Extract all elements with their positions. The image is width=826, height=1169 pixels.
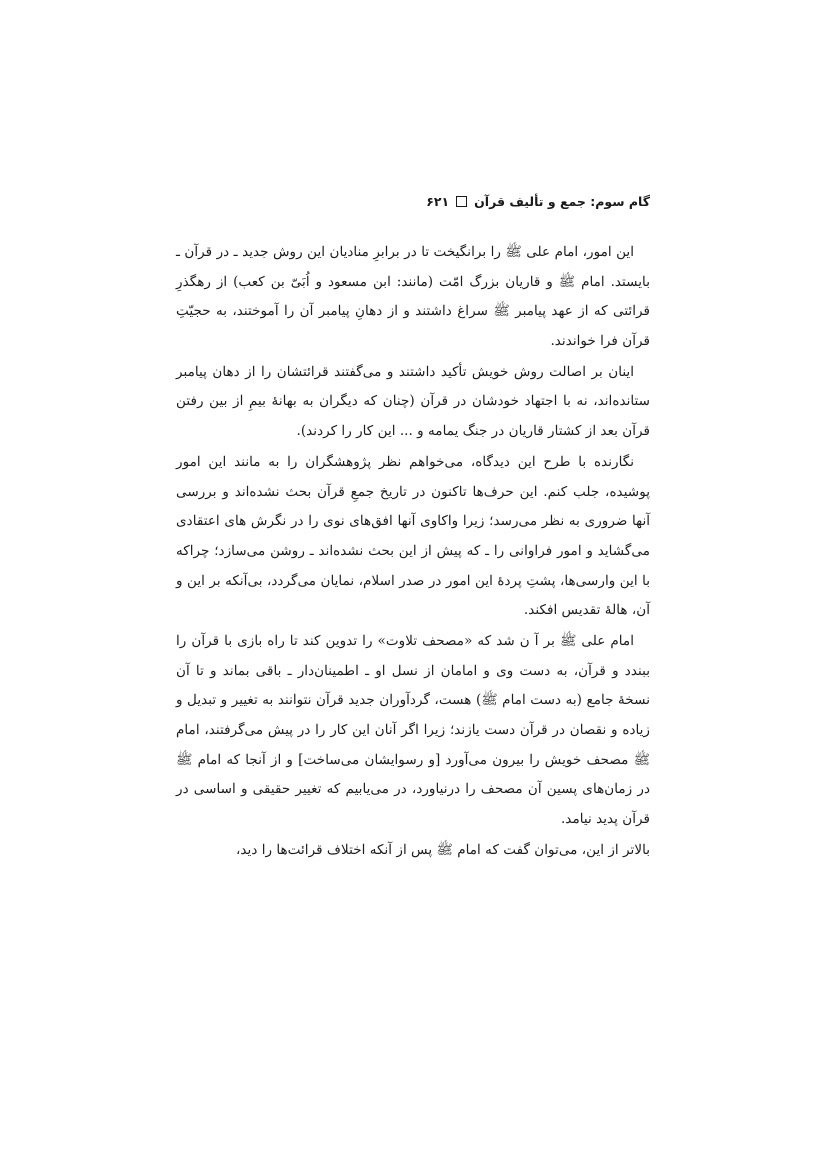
paragraph: نگارنده با طرح این دیدگاه، می‌خواهم نظر پژوهشگران را به مانند این امور پوشیده، جلب کنم. این حرف‌ها تاکنون در تاریخ جمعِ قرآن بحث نشده‌اند و بررسی آنها ضروری به نظر می‌رسد؛ زیرا واکاوی آنها افق‌های نوی را در نگرش های اعتقادی می‌گشاید و امور فراوانی را ـ که پیش از این بحث نشده‌اند ـ روشن می‌سازد؛ چراکه با این وارسی‌ها، پشتِ پردهٔ این امور در صدر اسلام، نمایان می‌گردد، بی‌آنکه بر این و آن، هالهٔ تقدیس افکند. (176, 454, 651, 619)
body-text (176, 238, 650, 867)
chapter-title: گام سوم: جمع و تألیف قرآن (474, 194, 650, 209)
paragraph: بالاتر از این، می‌توان گفت که امام ﷺ پس از آنکه اختلاف قرائت‌ها را دید، (236, 841, 650, 858)
paragraph: اینان بر اصالت روش خویش تأکید داشتند و می‌گفتند قرائتشان را از دهان پیامبر ستانده‌اند، نه با اجتهاد خودشان در قرآن (چنان که دیگران به بهانهٔ بیمِ از بین رفتن قرآن بعد از کشتار قاریان در جنگ یمامه و ... این کار را کردند). (176, 363, 650, 440)
square-bullet-icon (456, 196, 467, 207)
paragraph: این امور، امام علی ﷺ را برانگیخت تا در برابرِ منادیان این روش جدید ـ در قرآن ـ بایستد. امام ﷺ و قاریان بزرگ امّت (مانند: ابن مسعود و اُبَیّ بن کعب) از رهگذرِ قرائتی که از عهد پیامبر ﷺ سراغ داشتند و از دهانِ پیامبر آن را آموختند، به حجیّتِ قرآن فرا خواندند. (176, 244, 650, 349)
running-header (170, 194, 650, 209)
page-number: ۶۲۱ (426, 194, 450, 209)
paragraph: امام علی ﷺ بر آ ن شد که «مصحف تلاوت» را تدوین کند تا راه بازی با قرآن را ببندد و قرآن، به دست وی و امامان از نسل او ـ اطمینان‌دار ـ باقی بماند و تا آن نسخهٔ جامع (به دست امام ﷺ) هست، گردآوران جدید قرآن نتوانند به تغییر و تبدیل و زیاده و نقصان در قرآن دست یازند؛ زیرا اگر آنان این کار را در پیش می‌گرفتند، امام ﷺ مصحف خویش را بیرون می‌آورد [و رسوایشان می‌ساخت] و از آنجا که امام ﷺ در زمان‌های پسین آن مصحف را درنیاورد، در می‌یابیم که تغییر حقیقی و اساسی در قرآن پدید نیامد. (176, 633, 650, 827)
